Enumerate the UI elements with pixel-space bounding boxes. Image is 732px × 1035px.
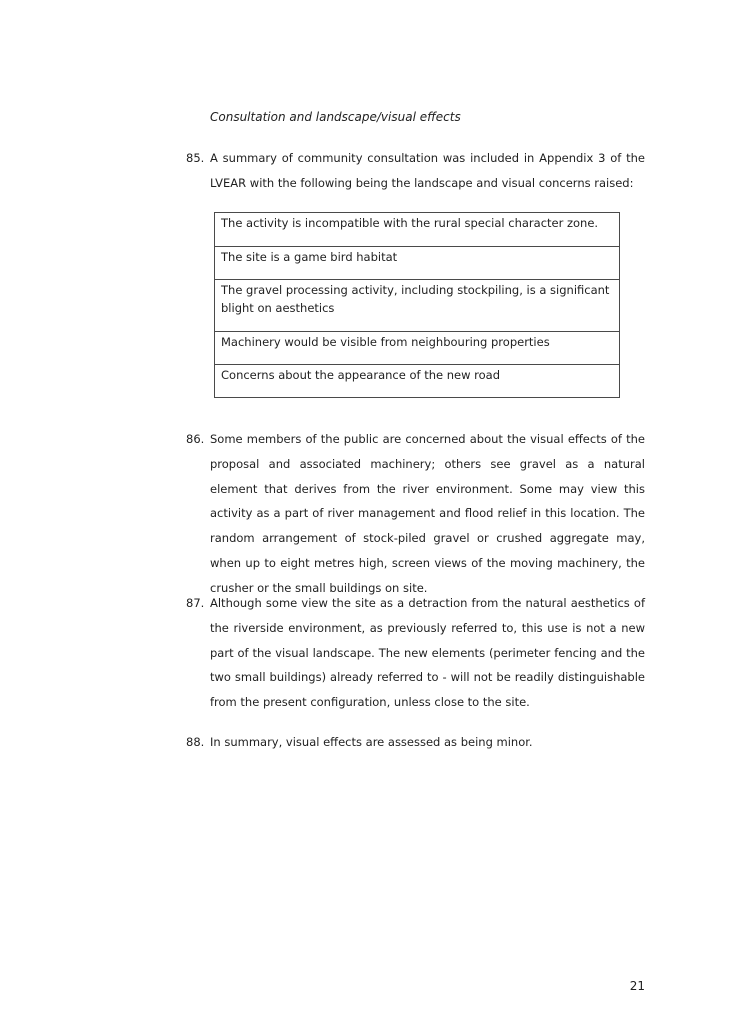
- paragraph-88: [186, 730, 645, 755]
- paragraph-text: A summary of community consultation was included in Appendix 3 of the LVEAR with the following being the landscape and visual concerns raised:: [210, 151, 645, 190]
- paragraph-text: Although some view the site as a detraction from the natural aesthetics of the riverside environment, as previously referred to, this use is not a new part of the visual landscape. The new elements (perimeter fencing and the two small buildings) already referred to - will not be readily distinguishable from the present configuration, unless close to the site.: [210, 596, 645, 710]
- table-row: [215, 280, 620, 332]
- paragraph-text: Some members of the public are concerned about the visual effects of the proposal and associated machinery; others see gravel as a natural element that derives from the river environment. Some may view this activity as a part of river management and flood relief in this location. The random arrangement of stock-piled gravel or crushed aggregate may, when up to eight metres high, screen views of the moving machinery, the crusher or the small buildings on site.: [210, 432, 645, 595]
- table-row: [215, 365, 620, 398]
- paragraph-number: 86.: [186, 432, 205, 446]
- concern-cell: The site is a game bird habitat: [215, 247, 620, 280]
- paragraph-86: [186, 427, 645, 601]
- paragraph-number: 85.: [186, 151, 205, 165]
- paragraph-number: 88.: [186, 735, 205, 749]
- paragraph-number: 87.: [186, 596, 205, 610]
- table-row: [215, 332, 620, 365]
- section-heading: Consultation and landscape/visual effects: [210, 110, 461, 124]
- concern-cell: The activity is incompatible with the rural special character zone.: [215, 213, 620, 247]
- page-number: 21: [629, 979, 645, 993]
- concerns-table: [214, 212, 620, 398]
- concern-cell: Machinery would be visible from neighbouring properties: [215, 332, 620, 365]
- paragraph-87: [186, 591, 645, 715]
- concern-cell: The gravel processing activity, including stockpiling, is a significant blight on aesthetics: [215, 280, 620, 332]
- table-row: [215, 213, 620, 247]
- paragraph-85: [186, 146, 645, 196]
- paragraph-text: In summary, visual effects are assessed as being minor.: [210, 735, 533, 749]
- concern-cell: Concerns about the appearance of the new road: [215, 365, 620, 398]
- table-row: [215, 247, 620, 280]
